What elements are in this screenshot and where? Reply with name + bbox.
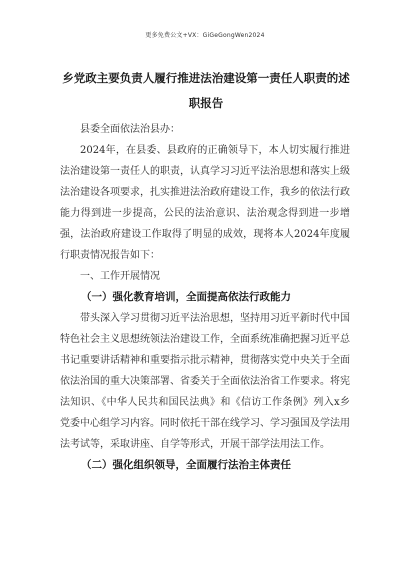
document-body [60, 119, 350, 476]
salutation: 县委全面依法治县办： [80, 124, 180, 135]
subsection-heading-2: （二）强化组织领导，全面履行法治主体责任 [81, 459, 291, 471]
document-title: 乡党政主要负责人履行推进法治建设第一责任人职责的述职报告 [62, 71, 350, 110]
subsection-1-paragraph: 带头深入学习贯彻习近平法治思想，坚持用习近平新时代中国特色社会主义思想统领法治建设工作，全面系统准确把握习近平总书记重要讲话精神和重要指示批示精神，贯彻落实党中央关于全面依法治国的重大决策部署、省委关于全面依法治省工作要求。将宪法知识、《中华人民共和国民法典》和《信访工作条例》列入x乡党委中心组学习内容。同时依托干部在线学习、学习强国及学法用法考试等，采取讲座、自学等形式，开展干部学法用法工作。 [60, 313, 350, 450]
section-heading-1: 一、工作开展情况 [80, 271, 160, 282]
header-note: 更多免费公文+VX：GiGeGongWen2024 [145, 32, 265, 39]
subsection-heading-1: （一）强化教育培训，全面提高依法行政能力 [81, 291, 291, 303]
intro-paragraph: 2024年，在县委、县政府的正确领导下，本人切实履行推进法治建设第一责任人的职责，认真学习习近平法治思想和落实上级法治建设各项要求，扎实推进法治政府建设工作，我乡的依法行政能力得到进一步提高，公民的法治意识、法治观念得到进一步增强，法治政府建设工作取得了明显的成效，现将本人2024年度履行职责情况报告如下： [60, 145, 350, 261]
